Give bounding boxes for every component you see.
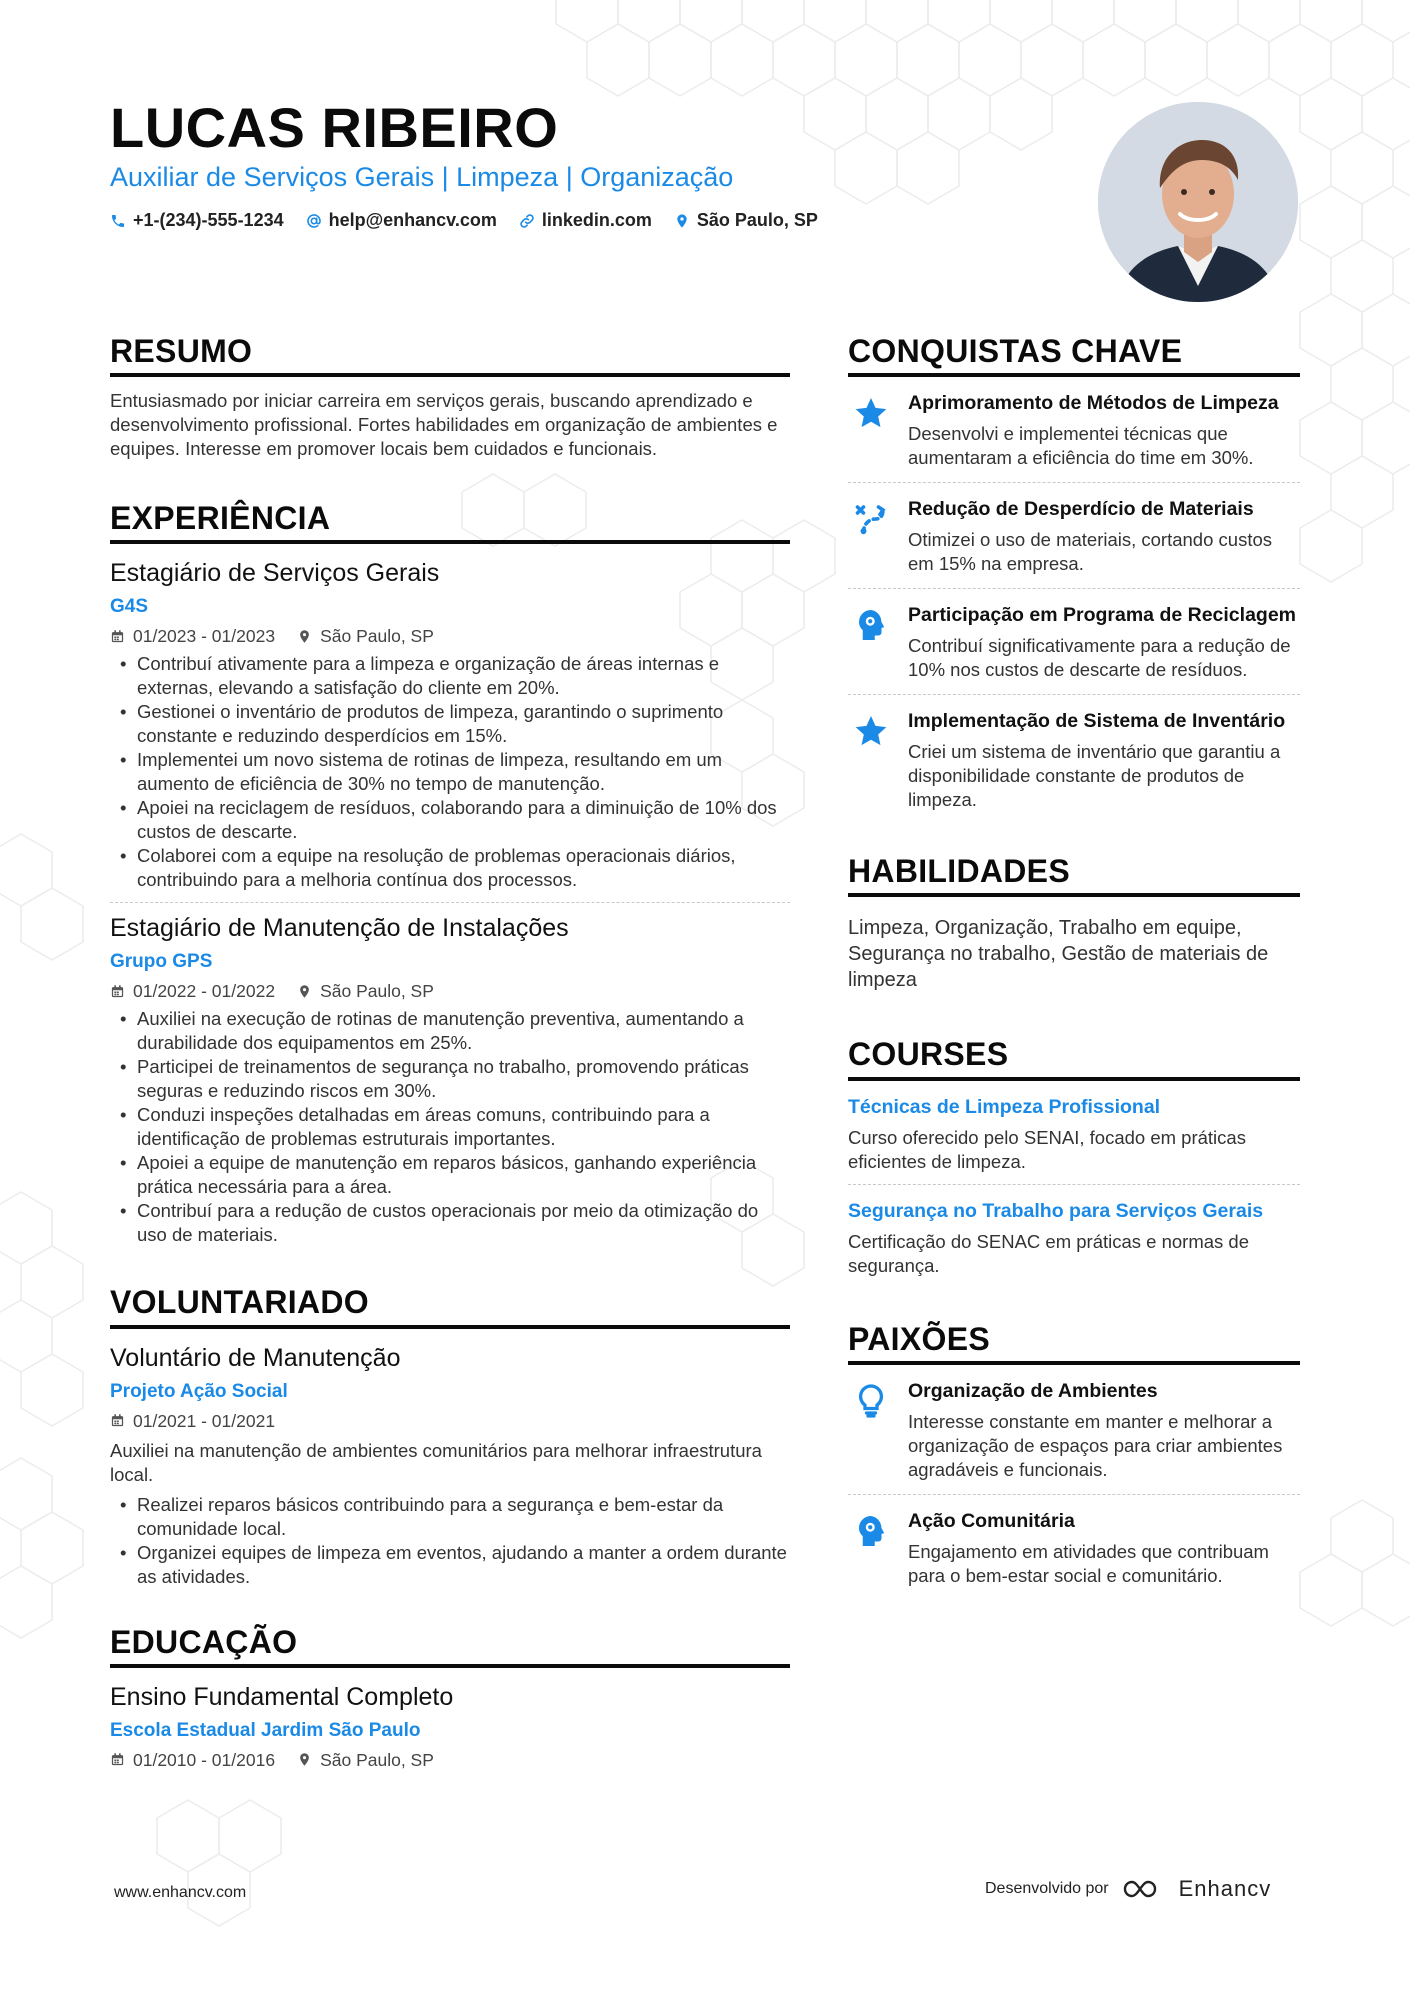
bullet-item: • Contribuí ativamente para a limpeza e organização de áreas internas e externas, elevando a satisfação do cliente em 20%. [110,652,790,700]
achievement-item [848,377,1300,482]
course-description: Curso oferecido pelo SENAI, focado em práticas eficientes de limpeza. [848,1126,1246,1172]
location-text: São Paulo, SP [320,1749,434,1770]
bullet-item: • Gestionei o inventário de produtos de limpeza, garantindo o suprimento constante e reduzindo desperdícios em 15%. [110,700,790,748]
star-icon [853,713,889,749]
achievement-description: Desenvolvi e implementei técnicas que aumentaram a eficiência do time em 30%. [908,423,1254,469]
at-icon [306,213,322,229]
dates-text: 01/2021 - 01/2021 [133,1410,276,1431]
calendar-icon [110,984,125,999]
bullet-item: • Conduzi inspeções detalhadas em áreas comuns, contribuindo para a identificação de problemas estruturais importantes. [110,1103,790,1151]
footer-branding [985,1876,1271,1902]
enhancv-logo-icon [1121,1877,1167,1901]
education-location [297,1750,434,1770]
bullet-item: • Apoiei a equipe de manutenção em reparos básicos, ganhando experiência prática necessária para a área. [110,1151,790,1199]
footer-website[interactable]: www.enhancv.com [114,1884,247,1901]
volunteer-description: Auxiliei na manutenção de ambientes comunitários para melhorar infraestrutura local. [110,1439,762,1485]
brand-name: Enhancv [1178,1876,1272,1901]
location-pin-icon [674,213,690,229]
left-column [110,334,790,1770]
section-title-skills: HABILIDADES [848,854,1300,897]
location-text: São Paulo, SP [696,210,818,230]
job-location [297,981,434,1001]
achievement-description: Contribuí significativamente para a redução de 10% nos custos de descarte de resíduos. [908,635,1291,681]
contact-location [674,210,818,231]
job-dates [110,626,275,646]
location-text: São Paulo, SP [320,626,434,647]
contact-phone[interactable] [110,210,284,231]
job-meta [110,626,790,646]
dates-text: 01/2010 - 01/2016 [133,1749,276,1770]
route-icon [853,501,889,537]
course-title: Segurança no Trabalho para Serviços Gerais [848,1199,1264,1222]
section-title-education: EDUCAÇÃO [110,1625,790,1668]
volunteer-dates [110,1411,275,1431]
bullet-item: • Implementei um novo sistema de rotinas de limpeza, resultando em um aumento de eficiência de 30% no tempo de manutenção. [110,748,790,796]
job-meta [110,981,790,1001]
passion-title: Organização de Ambientes [908,1379,1158,1402]
right-column [848,334,1300,1600]
job-title: Estagiário de Serviços Gerais [110,559,440,588]
achievement-title: Redução de Desperdício de Materiais [908,498,1254,521]
location-pin-icon [297,629,312,644]
course-description: Certificação do SENAC em práticas e normas de segurança. [848,1230,1250,1276]
course-item [848,1081,1300,1184]
contact-email[interactable] [306,210,497,231]
linkedin-text: linkedin.com [541,210,652,230]
achievement-item [848,588,1300,694]
volunteer-org: Projeto Ação Social [110,1380,288,1402]
calendar-icon [110,1752,125,1767]
education-meta [110,1750,790,1770]
passion-item [848,1494,1300,1600]
volunteer-meta [110,1411,790,1431]
achievement-item [848,694,1300,824]
skills-section [848,854,1300,993]
experience-entry [110,558,790,903]
job-dates [110,981,275,1001]
volunteer-bullets [110,1493,790,1589]
passion-item [848,1365,1300,1494]
calendar-icon [110,1413,125,1428]
achievement-description: Otimizei o uso de materiais, cortando custos em 15% na empresa. [908,529,1272,575]
achievement-title: Participação em Programa de Reciclagem [908,604,1297,627]
experience-entry [110,913,790,1247]
location-pin-icon [297,984,312,999]
location-text: São Paulo, SP [320,981,434,1002]
bullet-item: • Contribuí para a redução de custos operacionais por meio da otimização do uso de materiais. [110,1199,790,1247]
bullet-item: • Participei de treinamentos de segurança no trabalho, promovendo práticas seguras e reduzindo riscos em 30%. [110,1055,790,1103]
education-entry [110,1682,790,1770]
achievements-section [848,334,1300,824]
passion-description: Interesse constante em manter e melhorar a organização de espaços para criar ambientes agradáveis e funcionais. [908,1410,1283,1480]
location-pin-icon [297,1752,312,1767]
bullet-item: • Apoiei na reciclagem de resíduos, colaborando para a diminuição de 10% dos custos de descarte. [110,796,790,844]
passion-description: Engajamento em atividades que contribuam para o bem-estar social e comunitário. [908,1540,1269,1586]
volunteer-role: Voluntário de Manutenção [110,1343,401,1372]
job-bullets [110,652,790,892]
star-icon [853,395,889,431]
phone-icon [110,213,126,229]
email-text: help@enhancv.com [328,210,497,230]
achievement-title: Implementação de Sistema de Inventário [908,710,1286,733]
calendar-icon [110,629,125,644]
course-item [848,1184,1300,1288]
link-icon [519,213,535,229]
volunteering-entry [110,1343,790,1589]
education-section [110,1625,790,1770]
summary-section [110,334,790,461]
phone-text: +1-(234)-555-1234 [133,210,284,230]
bullet-item: • Organizei equipes de limpeza em eventos, ajudando a manter a ordem durante as atividades. [110,1541,790,1589]
contact-bar [110,210,818,231]
head-brain-icon [853,607,889,643]
lightbulb-icon [853,1383,889,1419]
contact-linkedin[interactable] [519,210,652,231]
volunteering-section [110,1285,790,1588]
bullet-item: • Auxiliei na execução de rotinas de manutenção preventiva, aumentando a durabilidade dos equipamentos em 25%. [110,1007,790,1055]
summary-text: Entusiasmado por iniciar carreira em serviços gerais, buscando aprendizado e desenvolvimento profissional. Fortes habilidades em organização de ambientes e equipes. Interesse em promover locais bem cuidados e funcionais. [110,390,778,460]
passions-section [848,1322,1300,1600]
company-name: Grupo GPS [110,951,213,973]
experience-section [110,501,790,1247]
courses-section [848,1037,1300,1287]
education-dates [110,1750,275,1770]
head-brain-icon [853,1513,889,1549]
section-title-achievements: CONQUISTAS CHAVE [848,334,1300,377]
job-location [297,626,434,646]
achievement-title: Aprimoramento de Métodos de Limpeza [908,392,1279,415]
candidate-name: LUCAS RIBEIRO [110,96,559,159]
degree-title: Ensino Fundamental Completo [110,1682,454,1711]
passion-title: Ação Comunitária [908,1509,1075,1532]
job-bullets [110,1007,790,1247]
achievement-item [848,482,1300,588]
bullet-item: • Realizei reparos básicos contribuindo para a segurança e bem-estar da comunidade local. [110,1493,790,1541]
profile-photo [1098,102,1298,302]
course-title: Técnicas de Limpeza Profissional [848,1095,1161,1118]
dates-text: 01/2023 - 01/2023 [133,626,276,647]
company-name: G4S [110,596,149,618]
achievement-description: Criei um sistema de inventário que garantiu a disponibilidade constante de produtos de limpeza. [908,741,1281,811]
candidate-headline: Auxiliar de Serviços Gerais | Limpeza | Organização [110,162,734,192]
section-title-experience: EXPERIÊNCIA [110,501,790,544]
school-name: Escola Estadual Jardim São Paulo [110,1719,421,1741]
dates-text: 01/2022 - 01/2022 [133,981,276,1002]
entry-divider [110,902,790,903]
section-title-passions: PAIXÕES [848,1322,1300,1365]
bullet-item: • Colaborei com a equipe na resolução de problemas operacionais diários, contribuindo para a melhoria contínua dos processos. [110,844,790,892]
section-title-summary: RESUMO [110,334,790,377]
section-title-courses: COURSES [848,1037,1300,1080]
skills-text: Limpeza, Organização, Trabalho em equipe, Segurança no trabalho, Gestão de materiais de limpeza [848,917,1269,992]
section-title-volunteering: VOLUNTARIADO [110,1285,790,1328]
powered-by-text: Desenvolvido por [985,1880,1109,1897]
job-title: Estagiário de Manutenção de Instalações [110,914,569,943]
